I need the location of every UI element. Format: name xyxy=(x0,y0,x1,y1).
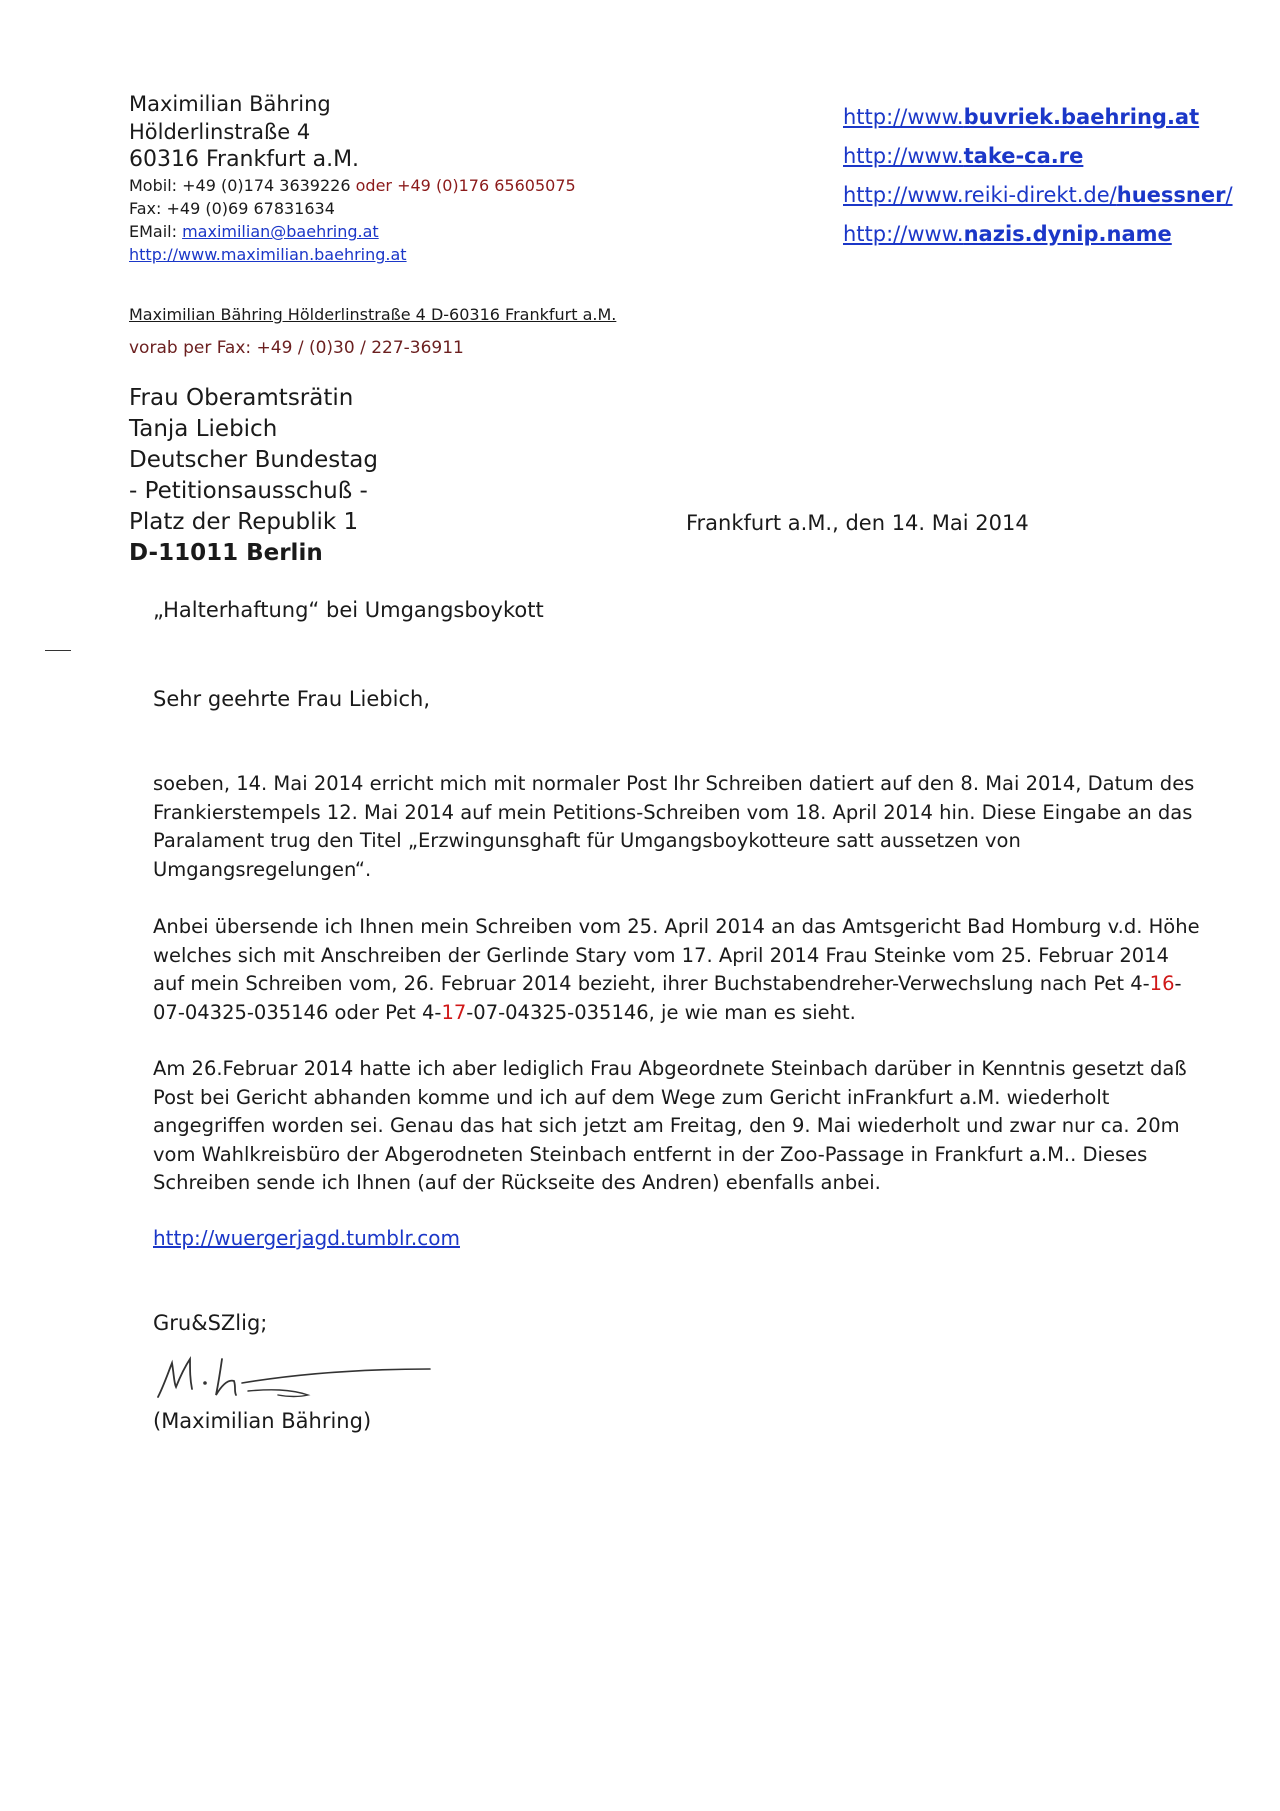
letter-date: Frankfurt a.M., den 14. Mai 2014 xyxy=(686,511,1029,535)
recipient-line-2: Tanja Liebich xyxy=(129,416,278,442)
paragraph-2-text xyxy=(153,913,1203,1027)
fax-label: Fax: xyxy=(129,199,162,218)
paragraph-3-text: Am 26.Februar 2014 hatte ich aber lediglich Frau Abgeordnete Steinbach darüber in Kenntnis gesetzt daß Post bei Gericht abhanden komme und ich auf dem Wege zum Gericht inFrankfurt a.M. wiederholt angegriffen worden sei. Genau das hat sich jetzt am Freitag, den 9. Mai wiederholt und zwar nur ca. 20m vom Wahlkreisbüro der Abgerodneten Steinbach entfernt in der Zoo-Passage in Frankfurt a.M.. Dieses Schreiben sende ich Ihnen (auf der Rückseite des Andren) ebenfalls anbei. xyxy=(153,1057,1187,1194)
sender-web xyxy=(129,243,576,266)
link-prefix: http://www. xyxy=(843,105,964,129)
fax-line-label: vorab per Fax: xyxy=(129,338,252,358)
email-link[interactable]: maximilian@baehring.at xyxy=(182,222,379,241)
letter-subject: „Halterhaftung“ bei Umgangsboykott xyxy=(153,598,544,622)
signature-image xyxy=(150,1345,440,1405)
link-prefix: http://www. xyxy=(843,144,964,168)
fax-line xyxy=(129,338,464,358)
email-label: EMail: xyxy=(129,222,177,241)
link-take-care[interactable] xyxy=(843,137,1233,176)
link-domain: take-ca.re xyxy=(963,144,1084,168)
recipient-line-4: - Petitionsausschuß - xyxy=(129,478,368,504)
recipient-line-1: Frau Oberamtsrätin xyxy=(129,385,354,411)
link-suffix: / xyxy=(1225,183,1233,207)
mobil-number-1: +49 (0)174 3639226 xyxy=(182,176,351,195)
mobil-oder: oder xyxy=(355,176,392,195)
fax-number: +49 (0)69 67831634 xyxy=(166,199,335,218)
link-domain: buvriek.baehring.at xyxy=(963,105,1200,129)
paragraph-2-part-b: -07-04325-035146 oder Pet 4- xyxy=(153,972,1182,1024)
recipient-line-5: Platz der Republik 1 xyxy=(129,509,359,535)
mobil-number-2: +49 (0)176 65605075 xyxy=(397,176,576,195)
tumblr-link[interactable]: http://wuergerjagd.tumblr.com xyxy=(153,1226,460,1250)
signature-name: (Maximilian Bähring) xyxy=(153,1409,372,1433)
recipient-line-3: Deutscher Bundestag xyxy=(129,447,378,473)
fax-line-number: +49 / (0)30 / 227-36911 xyxy=(256,338,464,358)
link-prefix: http://www. xyxy=(843,222,964,246)
fold-mark xyxy=(45,650,71,651)
link-domain: nazis.dynip.name xyxy=(963,222,1172,246)
link-nazis[interactable] xyxy=(843,215,1233,254)
sender-mobil xyxy=(129,174,576,197)
recipient-block xyxy=(129,383,378,569)
highlight-17: 17 xyxy=(441,1000,467,1024)
salutation: Sehr geehrte Frau Liebich, xyxy=(153,687,430,711)
sender-name: Maximilian Bähring xyxy=(129,92,331,116)
sender-city: 60316 Frankfurt a.M. xyxy=(129,147,360,172)
link-buvriek[interactable] xyxy=(843,98,1233,137)
recipient-line-6: D-11011 Berlin xyxy=(129,540,323,566)
link-prefix: http://www.reiki-direkt.de/ xyxy=(843,183,1117,207)
paragraph-3 xyxy=(153,1055,1203,1198)
highlight-16: 16 xyxy=(1149,972,1175,995)
link-domain: huessner xyxy=(1116,183,1226,207)
paragraph-2-part-a: Anbei übersende ich Ihnen mein Schreiben vom 25. April 2014 an das Amtsgericht Bad Homburg v.d. Höhe welches sich mit Anschreiben der Gerlinde Stary vom 17. April 2014 Frau Steinke vom 25. Februar 2014 auf mein Schreiben vom, 26. Februar 2014 bezieht, ihrer Buchstabendreher-Verwechslung nach Pet 4- xyxy=(153,915,1200,995)
sender-street: Hölderlinstraße 4 xyxy=(129,120,311,144)
web-link[interactable]: http://www.maximilian.baehring.at xyxy=(129,245,407,264)
paragraph-1-text: soeben, 14. Mai 2014 erricht mich mit normaler Post Ihr Schreiben datiert auf den 8. Mai 2014, Datum des Frankierstempels 12. Mai 2014 auf mein Petitions-Schreiben vom 18. April 2014 hin. Diese Eingabe an das Paralament trug den Titel „Erzwingunsghaft für Umgangsboykotteure satt aussetzen von Umgangsregelungen“. xyxy=(153,772,1195,881)
paragraph-1 xyxy=(153,770,1203,884)
paragraph-2 xyxy=(153,913,1203,1027)
mobil-label: Mobil: xyxy=(129,176,178,195)
sender-block xyxy=(129,90,576,266)
link-list xyxy=(843,98,1233,254)
return-address: Maximilian Bähring Hölderlinstraße 4 D-60316 Frankfurt a.M. xyxy=(129,305,617,324)
sender-fax xyxy=(129,197,576,220)
paragraph-2-part-c: -07-04325-035146, je wie man es sieht. xyxy=(466,1000,856,1024)
closing: Gru&SZlig; xyxy=(153,1311,268,1335)
sender-email xyxy=(129,220,576,243)
link-reiki[interactable] xyxy=(843,176,1233,215)
